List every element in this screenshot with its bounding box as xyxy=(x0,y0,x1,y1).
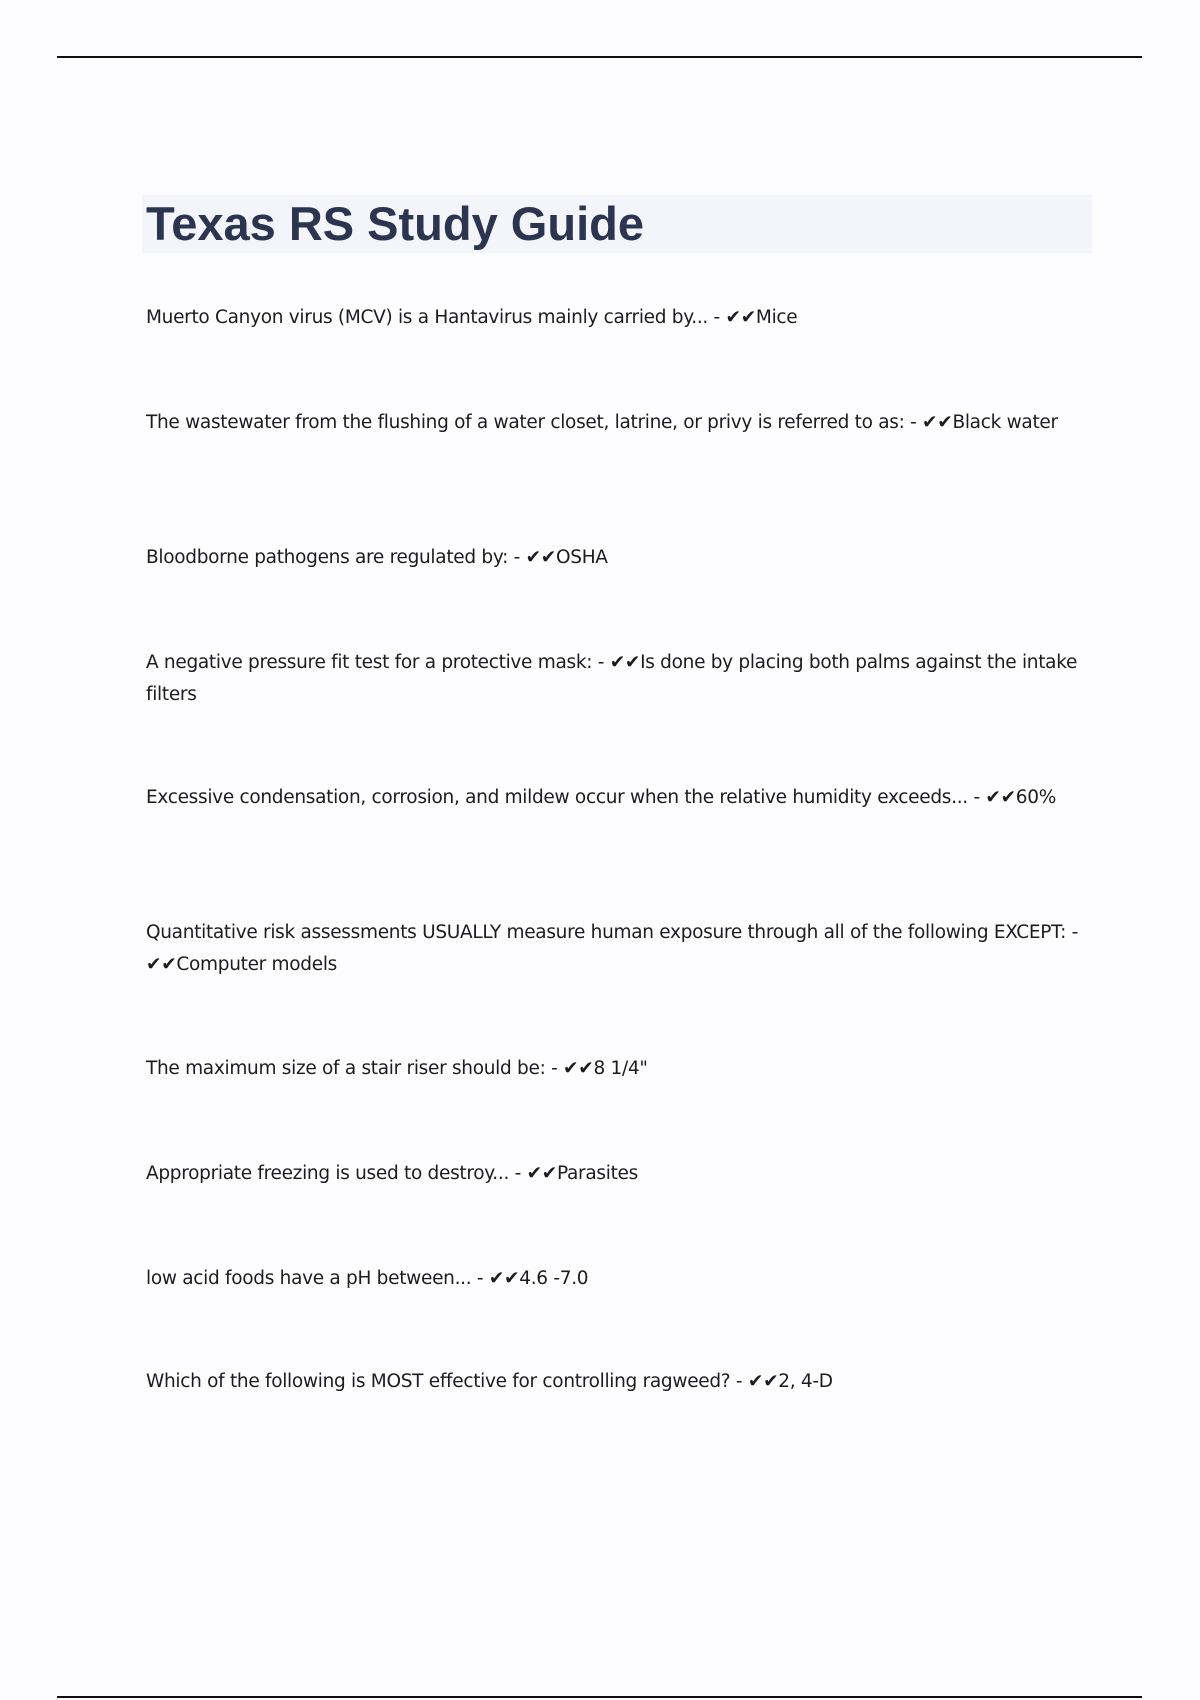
question-item-1: Muerto Canyon virus (MCV) is a Hantavirus mainly carried by... - ✔✔Mice xyxy=(146,307,798,328)
question-item-7: The maximum size of a stair riser should be: - ✔✔8 1/4" xyxy=(146,1058,648,1079)
question-item-4: A negative pressure fit test for a protective mask: - ✔✔Is done by placing both palms against the intake filters xyxy=(146,652,1078,705)
question-item-6: Quantitative risk assessments USUALLY measure human exposure through all of the following EXCEPT: - ✔✔Computer models xyxy=(146,922,1078,975)
question-item-9: low acid foods have a pH between... - ✔✔4.6 -7.0 xyxy=(146,1268,589,1289)
question-item-5: Excessive condensation, corrosion, and mildew occur when the relative humidity exceeds... - ✔✔60% xyxy=(146,787,1057,808)
question-item-8: Appropriate freezing is used to destroy... - ✔✔Parasites xyxy=(146,1163,638,1184)
question-item-10: Which of the following is MOST effective for controlling ragweed? - ✔✔2, 4-D xyxy=(146,1371,833,1392)
question-item-2: The wastewater from the flushing of a water closet, latrine, or privy is referred to as: - ✔✔Black water xyxy=(146,412,1058,433)
footer-rule xyxy=(57,1696,1142,1698)
document-title: Texas RS Study Guide xyxy=(146,197,644,250)
header-rule xyxy=(57,56,1142,58)
question-item-3: Bloodborne pathogens are regulated by: - ✔✔OSHA xyxy=(146,547,608,568)
